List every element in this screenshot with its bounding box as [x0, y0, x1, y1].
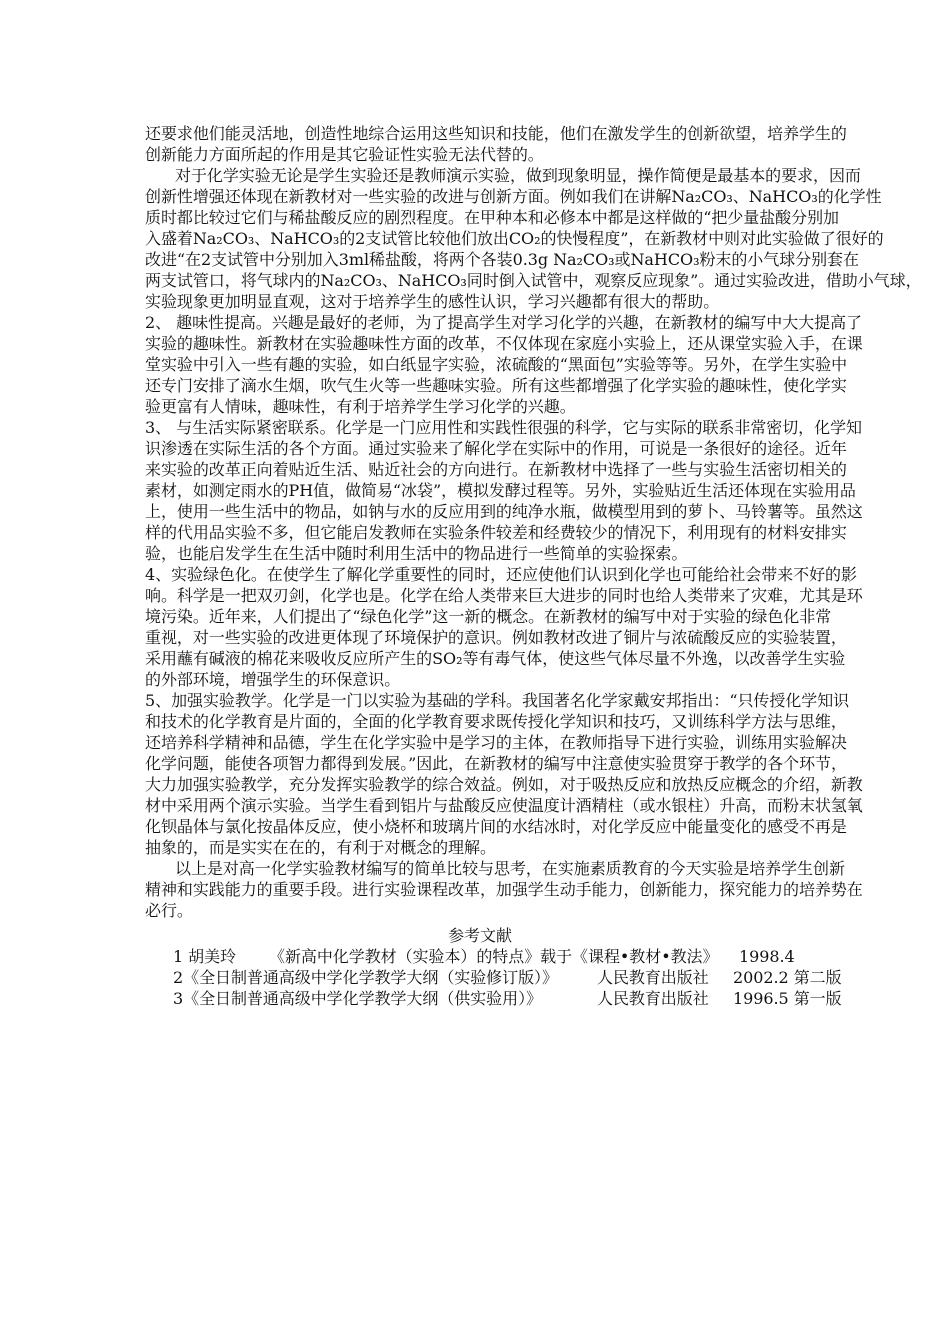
text-line: 堂实验中引入一些有趣的实验，如白纸显字实验，浓硫酸的“黑面包”实验等等。另外，在学生实验中 — [145, 355, 848, 374]
text-line: 素材，如测定雨水的PH值，做简易“冰袋”，模拟发酵过程等。另外，实验贴近生活还体现在实验用品 — [145, 481, 856, 500]
reference-item — [145, 946, 815, 967]
text-line: 质时都比较过它们与稀盐酸反应的剧烈程度。在甲种本和必修本中都是这样做的“把少量盐酸分别加 — [145, 208, 839, 227]
reference-date: 1998.4 — [739, 947, 795, 966]
text-line: 化学问题，能使各项智力都得到发展。”因此，在新教材的编写中注意使实验贯穿于教学的各个环节， — [145, 754, 847, 773]
reference-source: 《新高中化学教材（实验本）的特点》载于《课程•教材•教法》 — [269, 947, 719, 966]
reference-publisher: 人民教育出版社 — [597, 968, 709, 987]
reference-edition: 1996.5 第一版 — [733, 989, 842, 1008]
text-line: 材中采用两个演示实验。当学生看到铝片与盐酸反应使温度计酒精柱（或水银柱）升高，而粉末状氢氧 — [145, 796, 863, 815]
text-line: 还培养科学精神和品德，学生在化学实验中是学习的主体，在教师指导下进行实验，训练用实验解决 — [145, 733, 847, 752]
reference-title: 3《全日制普通高级中学化学教学大纲（供实验用）》 — [173, 989, 542, 1008]
text-line: 入盛着Na₂CO₃、NaHCO₃的2支试管比较他们放出CO₂的快慢程度”，在新教材中则对此实验做了很好的 — [145, 229, 884, 248]
text-line: 重视，对一些实验的改进更体现了环境保护的意识。例如教材改进了铜片与浓硫酸反应的实验装置， — [145, 628, 847, 647]
text-line: 上，使用一些生活中的物品，如钠与水的反应用到的纯净水瓶，做模型用到的萝卜、马铃薯等。虽然这 — [145, 502, 863, 521]
text-line: 两支试管口，将气球内的Na₂CO₃、NaHCO₃同时倒入试管中，观察反应现象”。通过实验改进，借助小气球， — [145, 271, 922, 290]
text-line: 5、加强实验教学。化学是一门以实验为基础的学科。我国著名化学家戴安邦指出：“只传授化学知识 — [145, 691, 850, 710]
reference-edition: 2002.2 第二版 — [733, 968, 842, 987]
article-body — [145, 123, 922, 1009]
text-line: 识渗透在实际生活的各个方面。通过实验来了解化学在实际中的作用，可说是一条很好的途径。近年 — [145, 439, 847, 458]
text-line: 和技术的化学教育是片面的，全面的化学教育要求既传授化学知识和技巧，又训练科学方法与思维， — [145, 712, 847, 731]
text-line: 验更富有人情味，趣味性，有利于培养学生学习化学的兴趣。 — [145, 397, 576, 416]
text-line: 大力加强实验教学，充分发挥实验教学的综合效益。例如，对于吸热反应和放热反应概念的介绍，新教 — [145, 775, 863, 794]
text-line: 验，也能启发学生在生活中随时利用生活中的物品进行一些简单的实验探索。 — [145, 544, 688, 563]
text-line: 还要求他们能灵活地，创造性地综合运用这些知识和技能，他们在激发学生的创新欲望，培养学生的 — [145, 124, 847, 143]
text-line: 化钡晶体与氯化按晶体反应，使小烧杯和玻璃片间的水结冰时，对化学反应中能量变化的感受不再是 — [145, 817, 847, 836]
text-line: 必行。 — [145, 901, 193, 920]
text-line: 境污染。近年来，人们提出了“绿色化学”这一新的概念。在新教材的编写中对于实验的绿色化非常 — [145, 607, 832, 626]
text-line: 采用蘸有碱液的棉花来吸收反应所产生的SO₂等有毒气体，使这些气体尽量不外逸，以改善学生实验 — [145, 649, 846, 668]
reference-item — [145, 967, 842, 988]
text-line: 抽象的，而是实实在在的，有利于对概念的理解。 — [145, 838, 496, 857]
reference-item — [145, 988, 842, 1009]
text-line: 精神和实践能力的重要手段。进行实验课程改革，加强学生动手能力，创新能力，探究能力的培养势在 — [145, 880, 863, 899]
text-line: 2、 趣味性提高。兴趣是最好的老师，为了提高学生对学习化学的兴趣，在新教材的编写中大大提高了 — [145, 313, 862, 332]
text-line: 响。科学是一把双刃剑，化学也是。化学在给人类带来巨大进步的同时也给人类带来了灾难，尤其是环 — [145, 586, 863, 605]
text-line: 创新能力方面所起的作用是其它验证性实验无法代替的。 — [145, 145, 544, 164]
text-line: 对于化学实验无论是学生实验还是教师演示实验，做到现象明显，操作简便是最基本的要求，因而 — [175, 166, 861, 185]
text-line: 创新性增强还体现在新教材对一些实验的改进与创新方面。例如我们在讲解Na₂CO₃、NaHCO₃的化学性 — [145, 187, 882, 206]
references-title: 参考文献 — [448, 926, 512, 945]
reference-title: 2《全日制普通高级中学化学教学大纲（实验修订版）》 — [173, 968, 558, 987]
text-line: 还专门安排了滴水生烟，吹气生火等一些趣味实验。所有这些都增强了化学实验的趣味性，使化学实 — [145, 376, 847, 395]
text-line: 实验的趣味性。新教材在实验趣味性方面的改革，不仅体现在家庭小实验上，还从课堂实验入手，在课 — [145, 334, 863, 353]
text-line: 以上是对高一化学实验教材编写的简单比较与思考，在实施素质教育的今天实验是培养学生创新 — [175, 859, 845, 878]
reference-author: 1 胡美玲 — [173, 947, 237, 966]
text-line: 3、 与生活实际紧密联系。化学是一门应用性和实践性很强的科学，它与实际的联系非常密切，化学知 — [145, 418, 862, 437]
text-line: 来实验的改革正向着贴近生活、贴近社会的方向进行。在新教材中选择了一些与实验生活密切相关的 — [145, 460, 847, 479]
text-line: 样的代用品实验不多，但它能启发教师在实验条件较差和经费较少的情况下，利用现有的材料安排实 — [145, 523, 847, 542]
text-line: 改进“在2支试管中分别加入3ml稀盐酸，将两个各装0.3g Na₂CO₃或NaHCO₃粉末的小气球分别套在 — [145, 250, 859, 269]
text-line: 的外部环境，增强学生的环保意识。 — [145, 670, 401, 689]
text-line: 4、实验绿色化。在使学生了解化学重要性的同时，还应使他们认识到化学也可能给社会带来不好的影 — [145, 565, 857, 584]
text-line: 实验现象更加明显直观，这对于培养学生的感性认识，学习兴趣都有很大的帮助。 — [145, 292, 720, 311]
reference-publisher: 人民教育出版社 — [597, 989, 709, 1008]
